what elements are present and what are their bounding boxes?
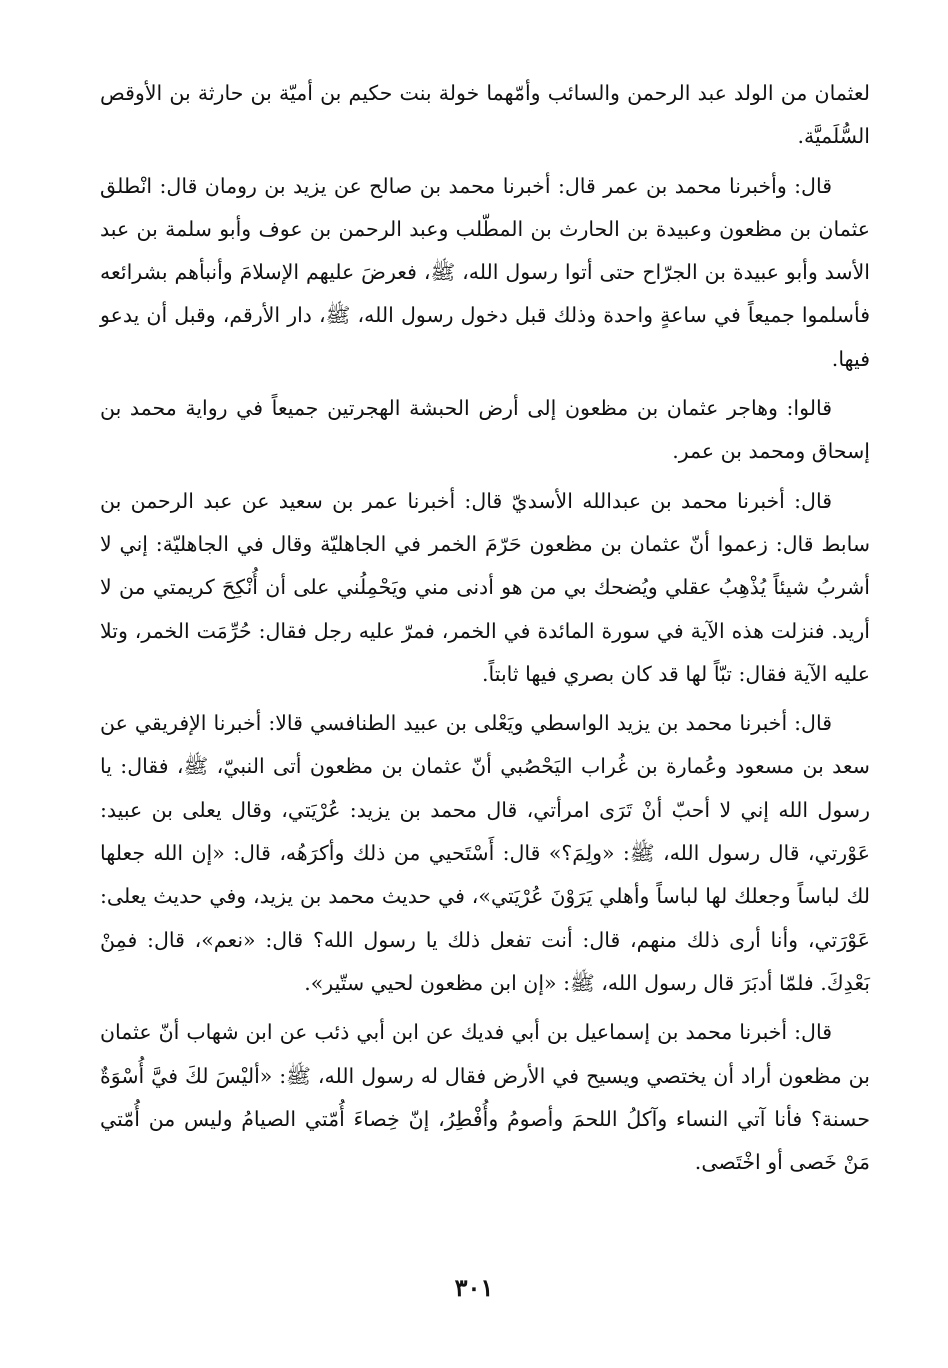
paragraph-conversion: قال: وأخبرنا محمد بن عمر قال: أخبرنا محمد بن صالح عن يزيد بن رومان قال: انْطلق عثمان بن مظعون وعبيدة بن الحارث بن المطّلب وعبد الرحمن بن عوف وأبو سلمة بن عبد الأسد وأبو عبيدة بن الجرّاح حتى أتوا رسول الله، ﷺ، فعرضَ عليهم الإسلامَ وأنبأهم بشرائعه فأسلموا جميعاً في ساعةٍ واحدة وذلك قبل دخول رسول الله، ﷺ، دار الأرقم، وقبل أن يدعو فيها. (100, 173, 870, 371)
body-text (100, 72, 870, 1184)
paragraph-castration: قال: أخبرنا محمد بن إسماعيل بن أبي فديك عن ابن أبي ذئب عن ابن شهاب أنّ عثمان بن مظعون أراد أن يختصي ويسيح في الأرض فقال له رسول الله، ﷺ: «أليْسَ لكَ فيَّ أُسْوَةٌ حسنة؟ فأنا آتي النساء وآكلُ اللحمَ وأصومُ وأُفْطِرُ، إنّ خِصاءَ أُمّتي الصيامُ وليس من أُمّتي مَنْ خَصى أو اخْتَصى. (100, 1020, 870, 1175)
paragraph-wine: قال: أخبرنا محمد بن عبدالله الأسديّ قال: أخبرنا عمر بن سعيد عن عبد الرحمن بن سابط قال: زعموا أنّ عثمان بن مظعون حَرّمَ الخمر في الجاهليّة وقال في الجاهليّة: إني لا أشربُ شيئاً يُذْهِبُ عقلي ويُضحك بي من هو أدنى مني ويَحْمِلُني على أن أُنْكِحَ كريمتي من لا أريد. فنزلت هذه الآية في سورة المائدة في الخمر، فمرّ عليه رجل فقال: حُرِّمَت الخمر، وتلا عليه الآية فقال: تبّاً لها قد كان بصري فيها ثابتاً. (100, 488, 870, 686)
page-number: ٣٠١ (454, 1273, 494, 1302)
paragraph-modesty: قال: أخبرنا محمد بن يزيد الواسطي ويَعْلى بن عبيد الطنافسي قالا: أخبرنا الإفريقي عن سعد بن مسعود وعُمارة بن غُراب اليَحْصُبي أنّ عثمان بن مظعون أتى النبيّ، ﷺ، فقال: يا رسول الله إني لا أحبّ أنْ تَرَى امرأتي، قال محمد بن يزيد: عُرْيَتي، وقال يعلى بن عبيد: عَوْرتي، قال رسول الله، ﷺ: «ولِمَ؟» قال: أَسْتَحيي من ذلك وأكرَهُه، قال: «إن الله جعلها لك لباساً وجعلك لها لباساً وأهلي يَرَوْنَ عُرْيَتي»، في حديث محمد بن يزيد، وفي حديث يعلى: عَوْرَتي، وأنا أرى ذلك منهم، قال: أنت تفعل ذلك يا رسول الله؟ قال: «نعم»، قال: فمِنْ بَعْدِكَ. فلمّا أدبَرَ قال رسول الله، ﷺ: «إن ابن مظعون لحيي ستّير». (100, 711, 870, 995)
paragraph-hijra: قالوا: وهاجر عثمان بن مظعون إلى أرض الحبشة الهجرتين جميعاً في رواية محمد بن إسحاق ومحمد بن عمر. (100, 396, 870, 464)
paragraph-intro: لعثمان من الولد عبد الرحمن والسائب وأمّهما خولة بنت حكيم بن أميّة بن حارثة بن الأوقص السُّلَميَّة. (100, 81, 870, 149)
